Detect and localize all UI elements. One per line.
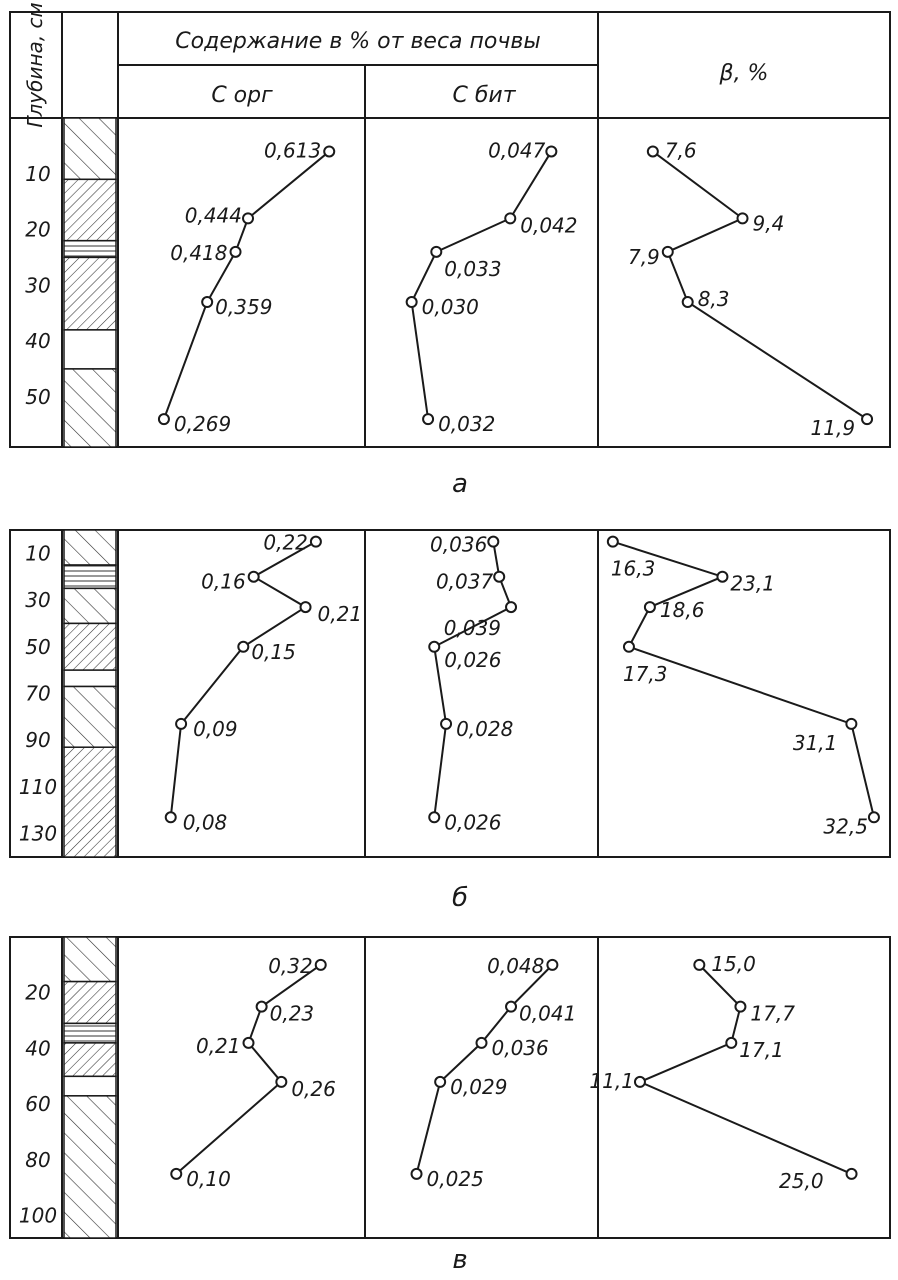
panel-2: [10, 530, 890, 913]
data-label: 25,0: [779, 1168, 824, 1193]
data-label: 0,025: [426, 1166, 484, 1191]
data-label: 7,6: [664, 138, 697, 163]
data-point: [547, 960, 557, 970]
depth-tick-label: 20: [25, 980, 51, 1005]
data-point: [429, 812, 439, 822]
data-label: 0,036: [491, 1035, 549, 1060]
series-line-c-org: [164, 151, 329, 419]
depth-tick-label: 40: [25, 1036, 51, 1061]
data-label: 0,15: [251, 639, 296, 664]
data-point: [159, 414, 169, 424]
data-label: 0,26: [291, 1076, 336, 1101]
data-label: 0,359: [215, 295, 273, 320]
data-label: 0,22: [263, 530, 308, 555]
series-line-c-bit: [412, 151, 552, 419]
data-point: [738, 213, 748, 223]
data-point: [506, 602, 516, 612]
data-label: 17,7: [750, 1001, 795, 1026]
table-header: [10, 2, 890, 127]
data-point: [276, 1077, 286, 1087]
lithology-layer: [64, 330, 116, 369]
data-point: [488, 537, 498, 547]
data-point: [407, 297, 417, 307]
data-point: [608, 537, 618, 547]
data-point: [238, 642, 248, 652]
data-point: [694, 960, 704, 970]
data-label: 11,1: [589, 1068, 634, 1093]
data-point: [316, 960, 326, 970]
depth-tick-label: 60: [25, 1092, 51, 1117]
depth-tick-label: 50: [25, 634, 51, 659]
panel-caption: б: [451, 883, 469, 913]
data-point: [717, 572, 727, 582]
data-label: 8,3: [697, 287, 730, 312]
data-point: [494, 572, 504, 582]
lithology-layer: [64, 530, 116, 565]
depth-tick-label: 10: [25, 541, 51, 566]
depth-tick-label: 30: [25, 273, 51, 298]
lithology-layer: [64, 588, 116, 623]
lithology-layer: [64, 747, 116, 857]
data-point: [663, 247, 673, 257]
depth-tick-label: 70: [25, 681, 51, 706]
data-point: [847, 1169, 857, 1179]
data-label: 16,3: [610, 556, 656, 581]
data-label: 0,418: [170, 240, 228, 265]
data-label: 11,9: [810, 416, 856, 441]
data-label: 9,4: [752, 211, 785, 236]
data-point: [441, 719, 451, 729]
data-point: [431, 247, 441, 257]
data-label: 0,039: [443, 616, 502, 641]
data-point: [244, 1038, 254, 1048]
data-point: [202, 297, 212, 307]
lithology-layer: [64, 670, 116, 686]
lithology-layer: [64, 1076, 116, 1096]
panel-caption: а: [452, 469, 468, 499]
data-point: [257, 1002, 267, 1012]
lithology-layer: [64, 118, 116, 179]
panels: [10, 118, 890, 1275]
data-point: [546, 146, 556, 156]
series-line-beta: [653, 151, 867, 419]
data-label: 0,042: [520, 213, 578, 238]
data-point: [862, 414, 872, 424]
data-label: 0,613: [263, 138, 322, 163]
data-label: 17,3: [622, 661, 668, 686]
data-point: [506, 1002, 516, 1012]
c-org-header: С орг: [211, 83, 273, 108]
data-label: 23,1: [730, 571, 775, 596]
data-label: 0,23: [269, 1001, 315, 1026]
depth-tick-label: 20: [25, 217, 51, 242]
data-point: [249, 572, 259, 582]
depth-tick-label: 110: [18, 774, 58, 799]
data-point: [648, 146, 658, 156]
data-point: [301, 602, 311, 612]
data-label: 0,21: [317, 602, 363, 627]
beta-header: β, %: [719, 61, 769, 86]
data-point: [412, 1169, 422, 1179]
data-label: 0,048: [487, 953, 545, 978]
depth-tick-label: 80: [25, 1147, 51, 1172]
data-label: 18,6: [659, 598, 705, 623]
data-label: 0,047: [488, 138, 546, 163]
data-point: [324, 146, 334, 156]
data-point: [624, 642, 634, 652]
data-point: [735, 1002, 745, 1012]
panel-frame: [10, 118, 890, 447]
depth-tick-label: 130: [18, 821, 58, 846]
lithology-layer: [64, 179, 116, 240]
panel-caption: в: [452, 1245, 468, 1275]
lithology-layer: [64, 937, 116, 982]
data-point: [435, 1077, 445, 1087]
data-label: 0,444: [184, 203, 243, 228]
lithology-layer: [64, 565, 116, 588]
data-point: [429, 642, 439, 652]
depth-tick-label: 90: [25, 728, 51, 753]
data-point: [176, 719, 186, 729]
data-label: 0,037: [435, 569, 494, 594]
data-point: [166, 812, 176, 822]
data-label: 15,0: [711, 951, 756, 976]
data-label: 0,16: [201, 569, 246, 594]
data-label: 0,10: [186, 1166, 231, 1191]
depth-tick-label: 50: [25, 384, 51, 409]
data-point: [505, 213, 515, 223]
series-line-beta: [640, 965, 852, 1174]
data-point: [726, 1038, 736, 1048]
data-label: 0,026: [444, 647, 502, 672]
data-label: 0,32: [268, 953, 313, 978]
data-label: 0,21: [195, 1033, 241, 1058]
depth-tick-label: 30: [25, 588, 51, 613]
data-point: [243, 213, 253, 223]
lithology-layer: [64, 1043, 116, 1076]
lithology-layer: [64, 257, 116, 329]
data-label: 0,036: [430, 532, 488, 557]
c-bit-header: С бит: [452, 83, 516, 108]
data-label: 31,1: [792, 730, 838, 755]
depth-tick-label: 10: [25, 161, 51, 186]
data-point: [869, 812, 879, 822]
lithology-layer: [64, 982, 116, 1024]
data-point: [846, 719, 856, 729]
data-point: [645, 602, 655, 612]
data-label: 0,08: [182, 810, 228, 835]
data-label: 0,041: [519, 1001, 577, 1026]
depth-tick-label: 100: [18, 1203, 58, 1228]
data-point: [423, 414, 433, 424]
lithology-layer: [64, 1023, 116, 1043]
data-point: [231, 247, 241, 257]
data-label: 0,09: [193, 716, 238, 741]
data-point: [635, 1077, 645, 1087]
data-point: [683, 297, 693, 307]
data-label: 7,9: [627, 244, 660, 269]
panel-1: [10, 118, 890, 499]
lithology-layer: [64, 241, 116, 258]
data-point: [311, 537, 321, 547]
data-label: 32,5: [823, 814, 868, 839]
data-point: [171, 1169, 181, 1179]
data-point: [477, 1038, 487, 1048]
data-label: 17,1: [739, 1037, 784, 1062]
data-label: 0,269: [173, 412, 232, 437]
data-label: 0,030: [421, 295, 479, 320]
depth-tick-label: 40: [25, 329, 51, 354]
lithology-layer: [64, 1096, 116, 1238]
data-label: 0,032: [438, 412, 496, 437]
depth-header: Глубина, см: [23, 2, 47, 128]
lithology-layer: [64, 369, 116, 447]
series-line-c-bit: [417, 965, 553, 1174]
data-label: 0,029: [450, 1074, 508, 1099]
lithology-layer: [64, 686, 116, 747]
data-label: 0,026: [444, 810, 502, 835]
content-header: Содержание в % от веса почвы: [175, 29, 541, 54]
panel-3: [10, 937, 890, 1275]
data-label: 0,028: [456, 716, 514, 741]
lithology-layer: [64, 623, 116, 670]
series-line-c-org: [176, 965, 320, 1174]
data-label: 0,033: [444, 256, 502, 281]
